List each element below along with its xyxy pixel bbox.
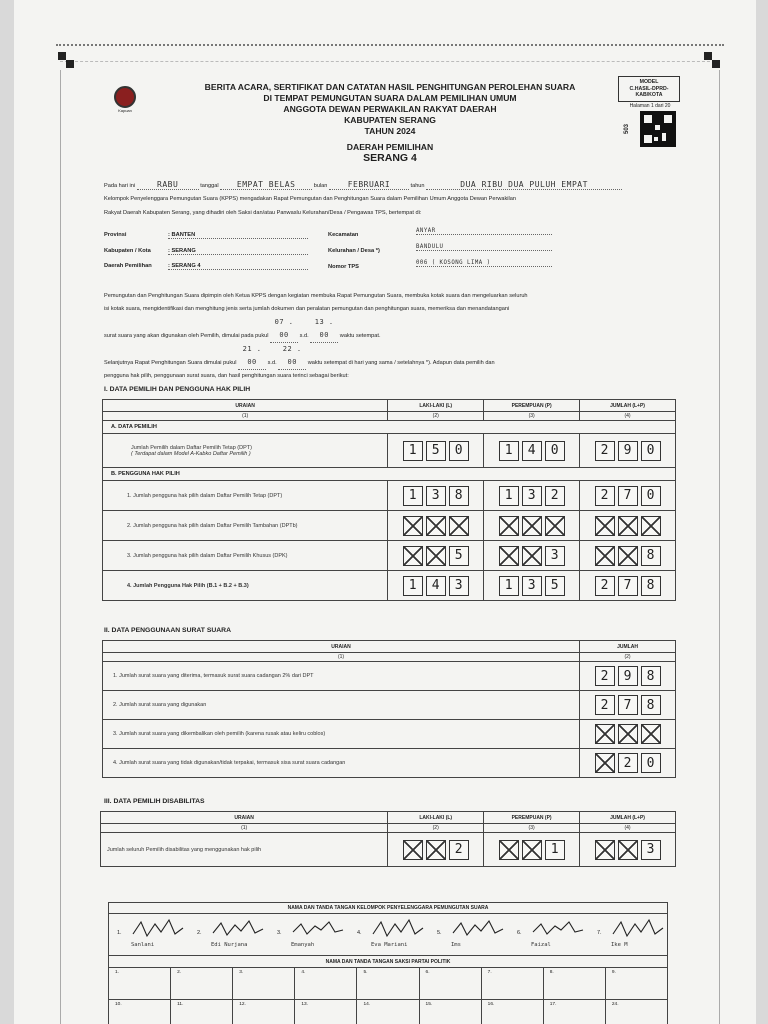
crossed-digit-box — [641, 724, 661, 744]
digit-boxes — [484, 840, 579, 860]
digit-box: 7 — [618, 576, 638, 596]
signature-number: 4. — [357, 930, 362, 936]
kecamatan-label: Kecamatan — [328, 232, 359, 238]
narrative-line: surat suara yang akan digunakan oleh Pemilih, dimulai pada pukul 07 . 00 s.d. 13 . 00 waktu setempat. — [104, 316, 694, 343]
value-hari: RABU — [137, 180, 199, 190]
saksi-signature-cell: 15. — [420, 1000, 482, 1024]
crossed-digit-box — [426, 516, 446, 536]
value-tanggal: EMPAT BELAS — [220, 180, 312, 190]
digit-boxes — [484, 441, 579, 461]
signature-number: 2. — [197, 930, 202, 936]
digit-box: 7 — [618, 695, 638, 715]
digit-box: 8 — [449, 486, 469, 506]
row-label: Jumlah seluruh Pemilih disabilitas yang menggunakan hak pilih — [101, 833, 388, 867]
row-label: 3. Jumlah pengguna hak pilih dalam Daftar Pemilih Khusus (DPK) — [103, 541, 388, 571]
digit-box: 5 — [426, 441, 446, 461]
saksi-signature-cell: 16. — [482, 1000, 544, 1024]
crossed-digit-box — [449, 516, 469, 536]
row-label: 4. Jumlah Pengguna Hak Pilih (B.1 + B.2 + B.3) — [103, 571, 388, 601]
label-tahun: tahun — [410, 183, 425, 189]
digit-box: 2 — [595, 486, 615, 506]
digit-box: 1 — [499, 441, 519, 461]
digit-boxes — [388, 441, 483, 461]
narrative-line: Pemungutan dan Penghitungan Suara dipimpin oleh Ketua KPPS dengan kegiatan membuka Rapat Pemungutan Suara, membuka kotak suara dan mengeluarkan seluruh — [104, 293, 528, 299]
digit-boxes — [484, 516, 579, 536]
time-start-2: 21 . 00 — [238, 343, 266, 370]
signature-scribble — [529, 918, 585, 940]
crossed-digit-box — [403, 840, 423, 860]
daerah-value: SERANG 4 — [363, 152, 417, 164]
kabkota-label: Kabupaten / Kota — [104, 248, 151, 254]
digit-boxes — [580, 486, 675, 506]
qr-code-icon — [640, 111, 676, 147]
saksi-signature-cell: 9. — [611, 970, 616, 975]
row-label: 1. Jumlah pengguna hak pilih dalam Daftar Pemilih Tetap (DPT) — [103, 481, 388, 511]
signature-scribble — [129, 918, 185, 940]
kpps-signature-row — [109, 914, 667, 956]
kpu-emblem-icon — [114, 86, 136, 108]
kecamatan-value: ANYAR — [416, 228, 552, 235]
digit-box: 2 — [595, 666, 615, 686]
digit-box: 8 — [641, 666, 661, 686]
group-header: B. PENGGUNA HAK PILIH — [103, 468, 676, 481]
signature-number: 5. — [437, 930, 442, 936]
signature-name: Ike M — [611, 942, 628, 948]
signature-scribble — [289, 918, 345, 940]
digit-boxes — [580, 516, 675, 536]
digit-boxes — [580, 441, 675, 461]
digit-box: 1 — [499, 576, 519, 596]
col-header: JUMLAH (L+P) — [580, 812, 676, 824]
digit-box: 1 — [403, 486, 423, 506]
digit-box: 9 — [618, 441, 638, 461]
table-row — [103, 749, 676, 778]
crossed-digit-box — [499, 546, 519, 566]
table-row — [103, 662, 676, 691]
digit-box: 5 — [545, 576, 565, 596]
saksi-signature-cell: 13. — [295, 1000, 357, 1024]
col-header: LAKI-LAKI (L) — [388, 812, 484, 824]
section-3-title: III. DATA PEMILIH DISABILITAS — [104, 798, 205, 805]
digit-boxes — [388, 576, 483, 596]
saksi-row — [109, 968, 667, 1000]
saksi-signature-cell: 8. — [544, 968, 606, 999]
digit-box: 9 — [618, 666, 638, 686]
crossed-digit-box — [641, 516, 661, 536]
crossed-digit-box — [522, 546, 542, 566]
kpu-logo — [112, 86, 138, 114]
section-2-title: II. DATA PENGGUNAAN SURAT SUARA — [104, 627, 231, 634]
table-row — [103, 511, 676, 541]
signature-number: 7. — [597, 930, 602, 936]
model-line: C.HASIL-DPRD- — [629, 85, 669, 92]
digit-boxes — [580, 576, 675, 596]
opening-text: Kelompok Penyelenggara Pemungutan Suara (KPPS) mengadakan Rapat Pemungutan dan Penghitungan Suara dalam Pemilihan Umum Anggota Dewan Perwakilan — [104, 196, 517, 202]
digit-box: 3 — [522, 576, 542, 596]
crossed-digit-box — [618, 516, 638, 536]
col-header: JUMLAH — [580, 641, 676, 653]
digit-box: 0 — [641, 441, 661, 461]
digit-box: 4 — [426, 576, 446, 596]
crossed-digit-box — [403, 516, 423, 536]
digit-boxes — [484, 546, 579, 566]
title-line: ANGGOTA DEWAN PERWAKILAN RAKYAT DAERAH — [283, 104, 497, 114]
corner-marker — [712, 60, 720, 68]
label-bulan: bulan — [313, 183, 328, 189]
table-surat-suara: URAIAN JUMLAH (1) (2) 1. Jumlah surat suara yang diterima, termasuk surat suara cadangan 2% dari DPT 2 9 8 2. Jumlah surat suara yang digunakan 2 7 8 3. Jumlah surat suara yang dikembalikan oleh pemilih (karena rusak atau keliru coblos) 4. Jumlah surat suara yang tidak digunakan/tidak terpakai, termasuk sisa surat suara cadangan 2 0 — [102, 640, 676, 778]
crossed-digit-box — [595, 724, 615, 744]
digit-box: 3 — [426, 486, 446, 506]
logo-caption: Kapuan — [118, 108, 132, 113]
value-bulan: FEBRUARI — [329, 180, 409, 190]
time-start-1: 07 . 00 — [270, 316, 298, 343]
crossed-digit-box — [522, 840, 542, 860]
saksi-signature-cell: 2. — [171, 968, 233, 999]
crossed-digit-box — [403, 546, 423, 566]
crossed-digit-box — [618, 546, 638, 566]
table-disabilitas: URAIAN LAKI-LAKI (L) PEREMPUAN (P) JUMLAH (L+P) (1) (2) (3) (4) Jumlah seluruh Pemilih disabilitas yang menggunakan hak pilih 2 1 3 — [100, 811, 676, 867]
digit-box: 3 — [545, 546, 565, 566]
narrative-line: isi kotak suara, mengidentifikasi dan menghitung jenis serta jumlah dokumen dan peralatan pemungutan dan penghitungan suara, memeriksa dan menandatangani — [104, 306, 510, 312]
saksi-signature-cell: 11. — [171, 1000, 233, 1024]
row-label: 4. Jumlah surat suara yang tidak digunakan/tidak terpakai, termasuk sisa surat suara cadangan — [103, 749, 580, 778]
time-end-2: 22 . 00 — [278, 343, 306, 370]
digit-box: 2 — [595, 441, 615, 461]
crossed-digit-box — [595, 840, 615, 860]
digit-boxes — [580, 840, 675, 860]
saksi-signature-cell: 1. — [109, 968, 171, 999]
time-end-1: 13 . 00 — [310, 316, 338, 343]
saksi-signature-cell: 4. — [295, 968, 357, 999]
digit-box: 2 — [449, 840, 469, 860]
crossed-digit-box — [595, 753, 615, 773]
label-tanggal: tanggal — [200, 183, 219, 189]
digit-box: 0 — [641, 486, 661, 506]
table-row — [103, 571, 676, 601]
title-line: KABUPATEN SERANG — [344, 115, 436, 125]
digit-box: 5 — [449, 546, 469, 566]
narrative — [104, 290, 694, 383]
title-line: TAHUN 2024 — [364, 126, 416, 136]
saksi-signature-cell: 7. — [482, 968, 544, 999]
value-tahun: DUA RIBU DUA PULUH EMPAT — [426, 180, 622, 190]
table-row — [103, 691, 676, 720]
saksi-signature-cell: 3. — [233, 968, 295, 999]
digit-box: 0 — [545, 441, 565, 461]
crossed-digit-box — [522, 516, 542, 536]
signature-number: 1. — [117, 930, 122, 936]
row-label: Jumlah Pemilih dalam Daftar Pemilih Tetap (DPT) ( Terdapat dalam Model A-Kabko Daftar Pemilih ) — [103, 434, 388, 468]
digit-box: 3 — [641, 840, 661, 860]
table-row — [101, 833, 676, 867]
col-header: URAIAN — [103, 400, 388, 412]
col-header: LAKI-LAKI (L) — [388, 400, 484, 412]
digit-box: 2 — [618, 753, 638, 773]
signature-scribble — [449, 918, 505, 940]
section-1-title: I. DATA PEMILIH DAN PENGGUNA HAK PILIH — [104, 386, 251, 393]
digit-box: 8 — [641, 576, 661, 596]
crossed-digit-box — [545, 516, 565, 536]
digit-box: 8 — [641, 695, 661, 715]
col-header: PEREMPUAN (P) — [484, 400, 580, 412]
col-header: URAIAN — [101, 812, 388, 824]
saksi-signature-cell: 5. — [357, 968, 419, 999]
crossed-digit-box — [499, 516, 519, 536]
opening-line — [104, 180, 622, 190]
provinsi-value: : BANTEN — [168, 232, 308, 239]
digit-boxes — [388, 840, 483, 860]
signature-name: Edi Nurjana — [211, 942, 248, 948]
group-header: A. DATA PEMILIH — [103, 421, 676, 434]
digit-boxes — [580, 724, 675, 744]
saksi-signature-cell: 17. — [544, 1000, 606, 1024]
digit-box: 3 — [449, 576, 469, 596]
crossed-digit-box — [426, 546, 446, 566]
narrative-line: pengguna hak pilih, penggunaan surat suara, dan hasil penghitungan suara terinci sebagai berikut: — [104, 373, 349, 379]
table-data-pemilih: URAIAN LAKI-LAKI (L) PEREMPUAN (P) JUMLAH (L+P) (1) (2) (3) (4) A. DATA PEMILIH Jumlah Pemilih dalam Daftar Pemilih Tetap (DPT) ( Terdapat dalam Model A-Kabko Daftar Pemilih ) 1 5 0 1 4 0 2 9 0 B. PENGGUNA HAK PILIH 1. Jumlah pengguna hak pilih dalam Daftar Pemilih Tetap (DPT) 1 3 8 1 3 2 2 7 0 2. Jumlah pengguna hak pilih dalam Daftar Pemilih Tambahan (DPTb) 3. Jumlah pengguna hak pilih dalam Daftar Pemilih Khusus (DPK) 5 3 8 4. Jumlah Pengguna Hak Pilih (B.1 + B.2 + B.3) 1 4 3 1 3 5 2 7 8 — [102, 399, 676, 601]
crossed-digit-box — [618, 724, 638, 744]
signature-scribble — [369, 918, 425, 940]
signature-name: Emanyah — [291, 942, 315, 948]
kabkota-value: : SERANG — [168, 248, 308, 255]
title-line: DI TEMPAT PEMUNGUTAN SUARA DALAM PEMILIHAN UMUM — [263, 93, 517, 103]
crossed-digit-box — [595, 516, 615, 536]
row-label: 2. Jumlah pengguna hak pilih dalam Daftar Pemilih Tambahan (DPTb) — [103, 511, 388, 541]
digit-box: 3 — [522, 486, 542, 506]
digit-box: 2 — [595, 695, 615, 715]
row-label: 3. Jumlah surat suara yang dikembalikan oleh pemilih (karena rusak atau keliru coblos) — [103, 720, 580, 749]
saksi-row — [109, 1000, 667, 1024]
corner-marker — [58, 52, 66, 60]
table-row — [103, 541, 676, 571]
opening-text: Rakyat Daerah Kabupaten Serang, yang dihadiri oleh Saksi dan/atau Panwaslu Kelurahan/Desa / Pengawas TPS, bertempat di: — [104, 210, 422, 216]
saksi-signature-cell: 6. — [420, 968, 482, 999]
digit-boxes — [580, 695, 675, 715]
dapil-label: Daerah Pemilihan — [104, 263, 152, 269]
digit-box: 7 — [618, 486, 638, 506]
table-row — [103, 481, 676, 511]
saksi-signature-cell: 14. — [357, 1000, 419, 1024]
perforation-line — [56, 44, 724, 46]
signature-header: NAMA DAN TANDA TANGAN KELOMPOK PENYELENGGARA PEMUNGUTAN SUARA — [109, 903, 667, 914]
crossed-digit-box — [618, 840, 638, 860]
col-header: URAIAN — [103, 641, 580, 653]
page-number: Halaman 1 dari 20 — [629, 103, 671, 109]
model-line: KAB/KOTA — [635, 92, 663, 98]
saksi-header: NAMA DAN TANDA TANGAN SAKSI PARTAI POLITIK — [109, 956, 667, 968]
digit-boxes — [388, 486, 483, 506]
table-row — [103, 720, 676, 749]
row-label: 2. Jumlah surat suara yang digunakan — [103, 691, 580, 720]
crossed-digit-box — [499, 840, 519, 860]
table-row — [103, 434, 676, 468]
daerah-label: DAERAH PEMILIHAN — [346, 142, 434, 152]
provinsi-label: Provinsi — [104, 232, 127, 238]
digit-boxes — [388, 516, 483, 536]
signature-section — [108, 902, 668, 1024]
model-line: MODEL — [639, 79, 659, 85]
signature-scribble — [609, 918, 665, 940]
signature-name: Ims — [451, 942, 461, 948]
digit-boxes — [484, 576, 579, 596]
fold-line — [60, 48, 720, 62]
row-label: 1. Jumlah surat suara yang diterima, termasuk surat suara cadangan 2% dari DPT — [103, 662, 580, 691]
crossed-digit-box — [426, 840, 446, 860]
saksi-signature-cell: 10. — [109, 1000, 171, 1024]
digit-box: 0 — [641, 753, 661, 773]
narrative-line: Selanjutnya Rapat Penghitungan Suara dimulai pukul 21 . 00 s.d. 22 . 00 waktu setempat di hari yang sama / setelahnya *). Adapun data pemilih dan — [104, 343, 694, 370]
signature-name: Sanlani — [131, 942, 155, 948]
digit-boxes — [580, 753, 675, 773]
digit-box: 1 — [403, 441, 423, 461]
digit-box: 1 — [403, 576, 423, 596]
digit-boxes — [388, 546, 483, 566]
tps-value: 006 ( KOSONG LIMA ) — [416, 260, 552, 267]
corner-marker — [704, 52, 712, 60]
signature-scribble — [209, 918, 265, 940]
title-line: BERITA ACARA, SERTIFIKAT DAN CATATAN HASIL PENGHITUNGAN PEROLEHAN SUARA — [204, 82, 576, 92]
digit-box: 2 — [545, 486, 565, 506]
tps-label: Nomor TPS — [328, 264, 359, 270]
col-header: JUMLAH (L+P) — [580, 400, 676, 412]
digit-box: 1 — [545, 840, 565, 860]
signature-name: Faizal — [531, 942, 551, 948]
signature-name: Eva Mariani — [371, 942, 408, 948]
digit-box: 1 — [499, 486, 519, 506]
digit-boxes — [484, 486, 579, 506]
crossed-digit-box — [595, 546, 615, 566]
digit-box: 4 — [522, 441, 542, 461]
col-header: PEREMPUAN (P) — [484, 812, 580, 824]
digit-box: 0 — [449, 441, 469, 461]
digit-box: 8 — [641, 546, 661, 566]
form-title — [160, 82, 620, 164]
kelurahan-label: Kelurahan / Desa *) — [328, 248, 380, 254]
saksi-signature-cell: 12. — [233, 1000, 295, 1024]
side-code: 503 — [624, 123, 631, 135]
digit-box: 2 — [595, 576, 615, 596]
digit-boxes — [580, 546, 675, 566]
signature-number: 3. — [277, 930, 282, 936]
digit-boxes — [580, 666, 675, 686]
dapil-value: : SERANG 4 — [168, 263, 308, 270]
kelurahan-value: BANDULU — [416, 244, 552, 251]
model-box — [618, 76, 680, 102]
saksi-signature-cell: 24. — [611, 1002, 619, 1007]
corner-marker — [66, 60, 74, 68]
label-hari: Pada hari ini — [104, 183, 136, 189]
signature-number: 6. — [517, 930, 522, 936]
